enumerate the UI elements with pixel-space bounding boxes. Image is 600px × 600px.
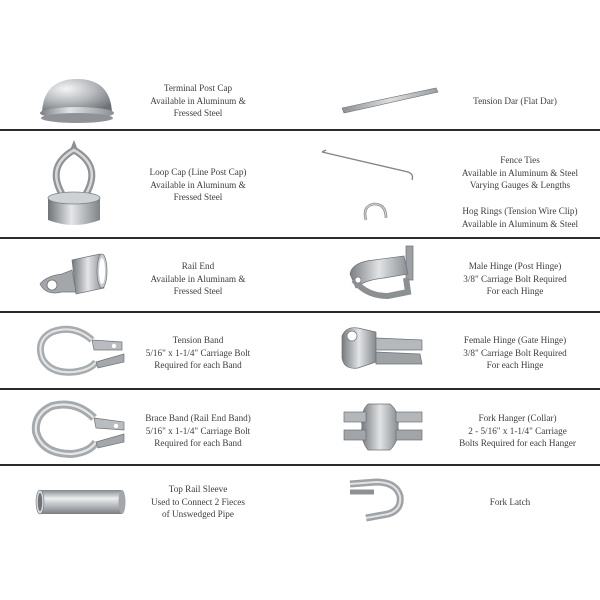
loop-cap-icon [42,136,106,230]
fence-ties-caption [440,154,600,192]
caption-title: Top Rail Sleeve [168,484,228,494]
female-hinge-caption [440,334,590,372]
caption-line: of Unswedged Pipe [162,509,234,520]
row-divider [0,388,600,390]
brace-band-icon [30,398,128,460]
caption-line: Fressed Steel [173,286,223,297]
caption-line: 2 - 5/16" x 1-1/4" Carriage [468,425,567,436]
caption-line: Fressed Steel [173,192,223,203]
caption-title: Rail End [181,261,215,271]
terminal-post-cap-caption [128,82,268,120]
caption-line: Available in Aluminam & [150,273,246,284]
caption-title: Terminal Post Cap [163,83,233,93]
hog-rings-caption [440,205,600,230]
rail-end-icon [36,248,110,302]
caption-title: Hog Rings (Tension Wire Clip) [462,206,578,216]
rail-end-caption [128,260,268,298]
row-divider [0,311,600,313]
caption-line: For each Hinge [486,286,544,297]
male-hinge-icon [344,244,424,304]
wire-tie-icon [320,148,420,184]
tension-bar-caption [445,95,585,108]
caption-title: Male Hinge (Post Hinge) [468,261,562,271]
flat-bar-icon [340,86,440,116]
rail-sleeve-icon [34,486,126,518]
caption-line: Used to Connect 2 Fieces [151,496,245,507]
row-divider [0,237,600,239]
caption-line: Available in Aluminum & Steel [461,167,579,178]
tension-band-icon [34,322,126,378]
female-hinge-icon [336,320,428,378]
caption-line: 5/16" x 1-1/4" Carriage Bolt [145,347,251,358]
caption-line: Available in Aluminum & [150,95,246,106]
dome-cap-icon [36,76,118,126]
caption-line: 3/8" Carriage Bolt Required [463,273,567,284]
fork-latch-icon [346,474,414,524]
caption-title: Tension Dar (Flat Dar) [473,96,557,106]
caption-line: Varying Gauges & Lengths [469,180,571,191]
hog-ring-icon [360,200,390,224]
caption-line: Available in Aluminum & [150,179,246,190]
row-divider [0,129,600,131]
fork-hanger-icon [340,398,426,456]
caption-title: Brace Band (Rail End Band) [145,413,251,423]
fork-hanger-caption [435,412,600,450]
caption-line: 5/16" x 1-1/4" Carriage Bolt [145,425,251,436]
row-divider [0,464,600,466]
brace-band-caption [128,412,268,450]
caption-line: Fressed Steel [173,108,223,119]
fork-latch-caption [445,496,575,509]
caption-line: Required for each Band [154,438,242,449]
caption-title: Tension Band [172,335,224,345]
caption-title: Fork Hanger (Collar) [478,413,557,423]
caption-title: Loop Cap (Line Post Cap) [149,167,247,177]
tension-band-caption [128,334,268,372]
caption-title: Fence Ties [500,155,540,165]
loop-cap-caption [128,166,268,204]
caption-line: Required for each Band [154,360,242,371]
caption-line: 3/8" Carriage Bolt Required [463,347,567,358]
caption-title: Fork Latch [489,497,531,507]
male-hinge-caption [440,260,590,298]
caption-line: For each Hinge [486,360,544,371]
caption-line: Bolts Required for each Hanger [459,438,576,449]
top-rail-sleeve-caption [128,483,268,521]
caption-line: Available in Aluminum & Steel [461,218,579,229]
caption-title: Female Hinge (Gate Hinge) [463,335,567,345]
